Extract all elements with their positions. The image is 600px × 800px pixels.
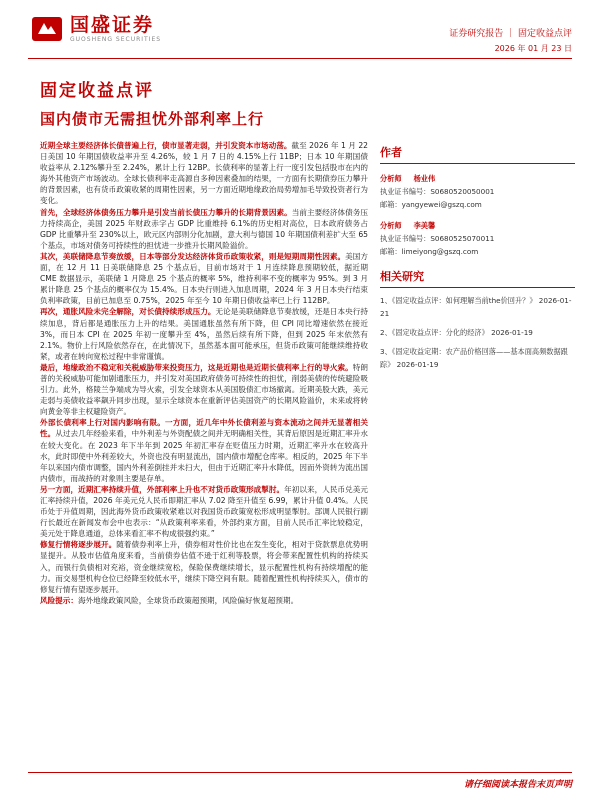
report-date: 2026 年 01 月 23 日: [494, 44, 572, 53]
body-paragraph: 首先，全球经济体债务压力攀升是引发当前长债压力攀升的长期背景因素。当前主要经济体债务压力持续高企，美国 2025 年财政赤字占 GDP 比重维持 6.1%的历史相对高位，日本政府债务占 GDP 比重攀升至 230%以上，欧元区内部则分化加剧，意大利与德国 10 年期国债利差扩大至 65 个基点，市场对债务可持续性的担忧进一步推升长期风险溢价。: [40, 207, 369, 250]
sidebar: [380, 140, 575, 377]
related-research-list: [380, 294, 575, 371]
related-item[interactable]: 2、《固定收益点评：分化的经济》 2026-01-19: [380, 328, 533, 337]
related-heading: 相关研究: [380, 268, 575, 288]
header-divider: [28, 58, 572, 59]
guosheng-logo-icon: [30, 14, 64, 44]
company-logo: [30, 14, 161, 44]
author-card: 分析师 杨业伟 执业证书编号：S0680520050001 邮箱：yangyewei@gszq.com: [380, 174, 495, 209]
body-paragraph: 另一方面，近期汇率持续升值，外部利率上升也不对货币政策形成掣肘。年初以来，人民币兑美元汇率持续升值，2026 年美元兑人民币即期汇率从 7.02 降至升值至 6.99，累计升值 0.4%。人民币处于升值周期，因此海外货币政策收紧难以对我国货币政策宽松形成明显掣肘。部调人民银行副行长最近在新闻发布会中也表示：“从政策利率来看，外部约束方面，目前人民币汇率比较稳定，美元处于降息通道，总体来看汇率不构成很强约束。”: [40, 484, 369, 539]
footer-divider: [28, 772, 572, 773]
body-paragraph: 再次，通胀风险未完全解除，对长债持续形成压力。无论是美联储降息节奏放缓，还是日本央行持续加息，背后都是通胀压力上升的结果。美国通胀虽然有所下降，但 CPI 同比增速依然在接近 3%，而日本 CPI 在 2025 年初一度攀升至 4%，虽然后续有所下降，但到 2025 年末依然有 2.1%。物价上行风险依然存在，在此情况下，虽然基本面可能承压，但货币政策可能继续维持收紧，或者在转向宽松过程中非常谨慎。: [40, 307, 369, 361]
author-email[interactable]: yangyewei@gszq.com: [401, 200, 482, 209]
body-paragraph: 其次，美联储降息节奏放缓，日本等部分发达经济体货币政策收紧，则是短期周期性因素。美国方面，在 12 月 11 日美联储降息 25 个基点后，目前市场对于 1 月连续降息预期较低，据近期 CME 数据显示，美联储 1 月降息 25 个基点的概率 5%，维持利率不变的概率为 95%。到 3 月累计降息 25 个基点的概率仅为 15.4%。日本央行则进入加息周期，2024 年 3 月日本央行结束负利率政策，目前已加息至 0.75%，2025 年至今 10 年期日债收益率已上行 112BP。: [40, 251, 369, 306]
body-paragraph: 最后，地缘政治不稳定和关税威胁带来投资压力，这是近期也是近期长债利率上行的导火索。特朗普的关税威胁可能加剧通胀压力，并引发对美国政府债务可持续性的担忧，削弱美债的传统避险吸引力。此外，格陵兰争端成为导火索，引发全球资本从美国股债汇市场撤离。近期美股大跌，美元走弱与美债收益率飙升同步出现，显示全球资本在重新评估美国资产的长期风险溢价，未来或将转向黄金等非主权避险资产。: [40, 362, 369, 417]
body-paragraph: 近期全球主要经济体长债普遍上行，债市显著走弱，并引发资本市场动荡。截至 2026 年 1 月 22 日美国 10 年期国债收益率升至 4.26%，较 1 月 7 日的 4.15%上行 11BP；日本 10 年期国债收益率从 2.12%攀升至 2.24%，累计上行 12BP。长债利率的显著上行一度引发包括股市在内的海外其他资产市场波动。全球长债利率走高源自多种因素叠加的结果，一方面有长期债券压力攀升的背景因素，也有货币政策收紧的周期性因素，另一方面近期地缘政治局势增加毛导致投资者行为变化。: [40, 141, 369, 206]
author-card: 分析师 李美馨 执业证书编号：S0680525070011 邮箱：limeiyong@gszq.com: [380, 221, 495, 256]
author-email[interactable]: limeiyong@gszq.com: [401, 247, 479, 256]
footer-disclaimer: 请仔细阅读本报告末页声明: [463, 780, 572, 790]
document-type: 固定收益点评: [40, 81, 154, 101]
body-paragraph: 外部长债利率上行对国内影响有限。一方面，近几年中外长债利差与资本流动之间并无显著相关性。从过去几年经验来看，中外利差与外资配债之间并无明确相关性，其背后原因是近期汇率升水在较大变化。在 2023 年下半年到 2025 年初汇率存在贬值压力时期，近期汇率升水在较高升水，此时即使中外利差较大，外资也没有明显流出，国内债市增配仓库率。相反的，2025 年下半年以来国内债市调整，国内外利差倒挂并未扫大，但由于近期汇率升水降低，因而外资转为流出国内债市，而战持的对象则主要是存单。: [40, 418, 369, 483]
related-item[interactable]: 3、《固定收益定期：农产品价格回落——基本面高频数据跟踪》 2026-01-19: [380, 347, 568, 369]
logo-name-en: GUOSHENG SECURITIES: [70, 36, 162, 43]
risk-warning: 风险提示：海外地缘政策风险，全球货币政策超预期，风险偏好恢复超预期。: [40, 595, 299, 605]
body-paragraph: 修复行情将逐步展开。随着债券利率上升，债券相对性价比也在发生变化，相对于贷款票息优势明显提升。从股市估值角度来看，当前债券估值不逊于红利等股票，将会带来配置性机构的持续买入，而银行负债相对充裕，资金继续宽松，保险保费继续增长，显示配置性机构有持续增配的能力。而交易型机构仓位已经降至较低水平，继续下降空间有限。随着配置性机构持续买入，债市的修复行情有望逐步展开。: [40, 540, 369, 594]
main-body: [40, 140, 368, 606]
report-category: 证券研究报告 ｜ 固定收益点评: [449, 29, 572, 39]
authors-heading: 作者: [380, 144, 575, 164]
related-item[interactable]: 1、《固定收益点评：如何理解当前the价回升？》 2026-01-21: [380, 296, 572, 318]
logo-name-cn: 国盛证券: [70, 14, 155, 36]
page-title: 国内债市无需担忧外部利率上行: [40, 110, 265, 128]
